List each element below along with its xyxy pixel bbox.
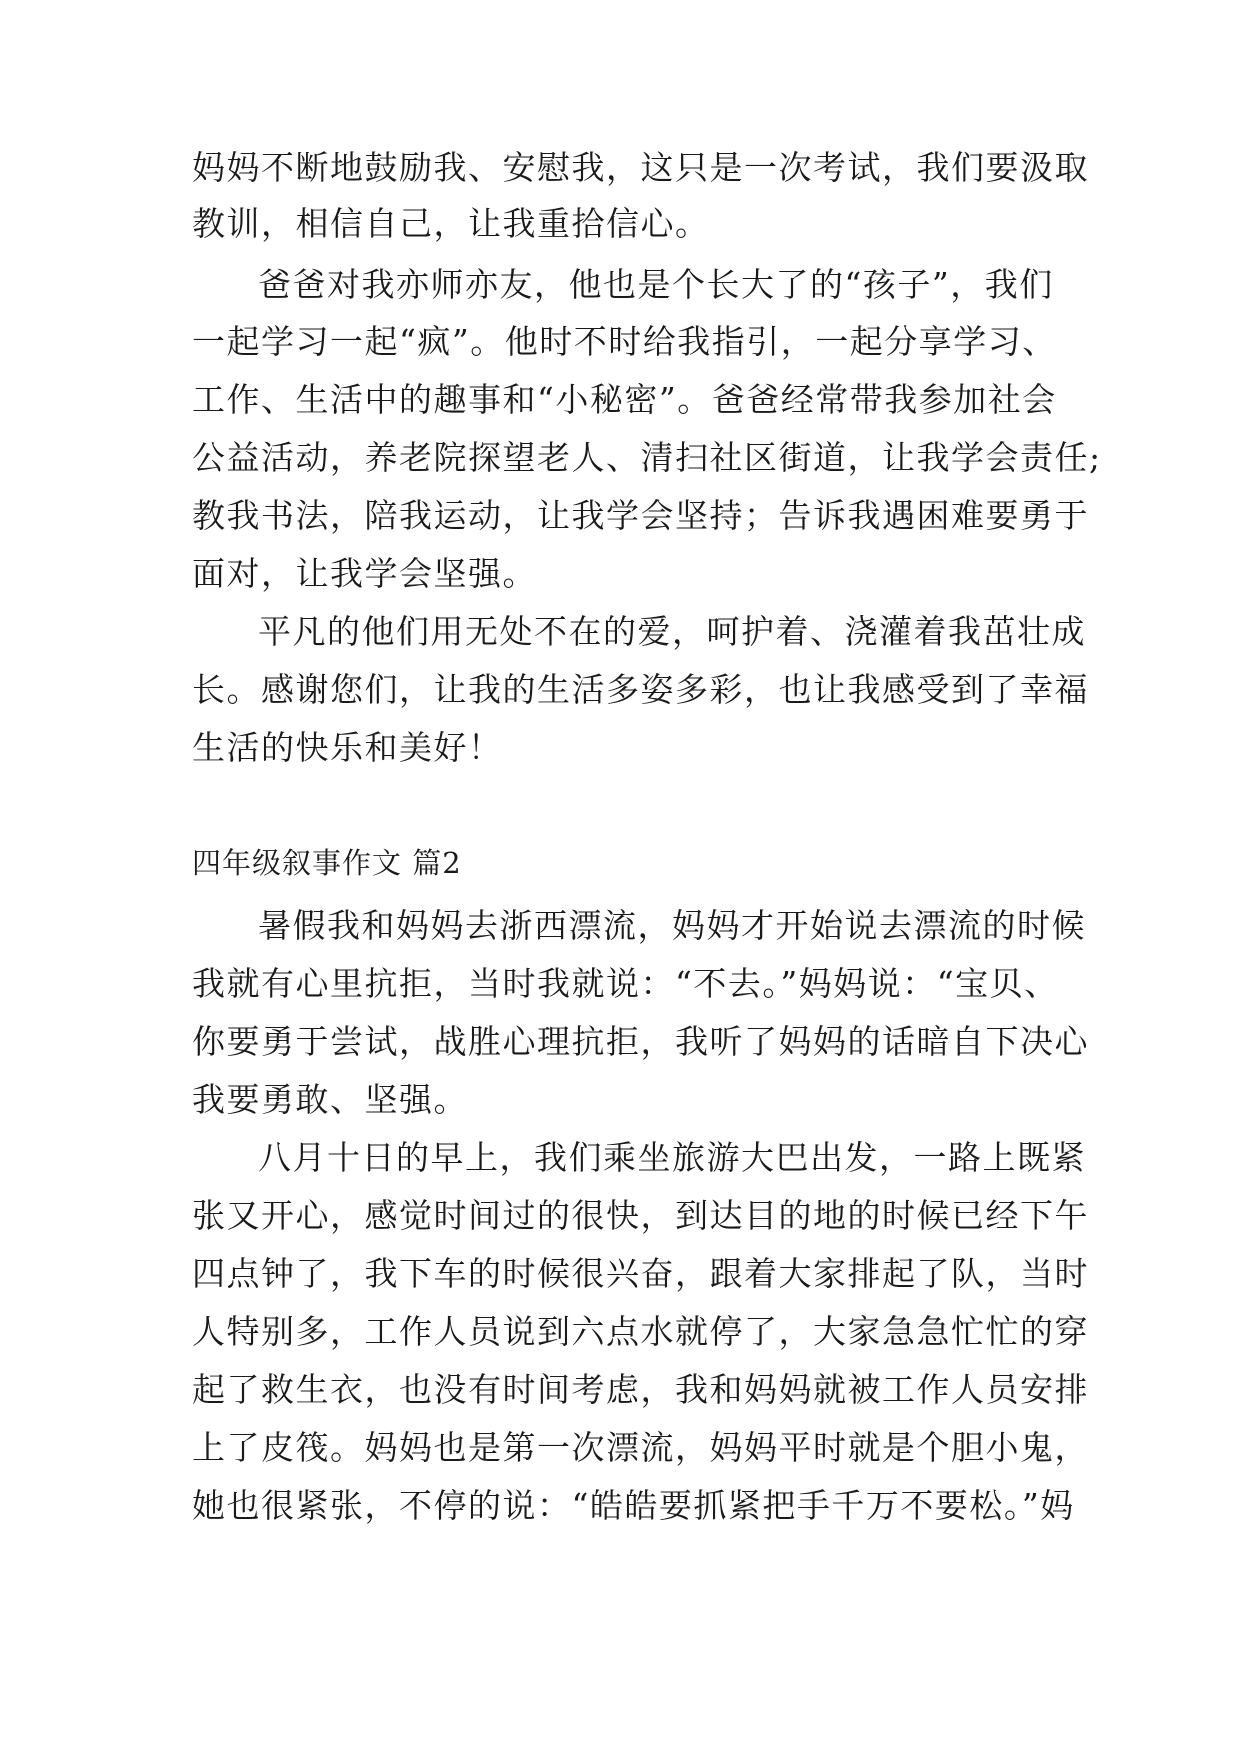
paragraph-line: 教我书法，陪我运动，让我学会坚持；告诉我遇困难要勇于 (192, 496, 1089, 535)
paragraph-line: 面对，让我学会坚强。 (192, 554, 537, 593)
paragraph-line: 我要勇敢、坚强。 (192, 1080, 468, 1119)
paragraph-line: 我就有心里抗拒，当时我就说：“不去。”妈妈说：“宝贝、 (192, 964, 1059, 1003)
paragraph-line: 一起学习一起“疯”。他时不时给我指引，一起分享学习、 (192, 322, 1057, 361)
paragraph-line: 暑假我和妈妈去浙西漂流，妈妈才开始说去漂流的时候 (258, 906, 1086, 945)
paragraph-line: 起了救生衣，也没有时间考虑，我和妈妈就被工作人员安排 (192, 1370, 1089, 1409)
paragraph-line: 人特别多，工作人员说到六点水就停了，大家急急忙忙的穿 (192, 1312, 1089, 1351)
paragraph-line: 四点钟了，我下车的时候很兴奋，跟着大家排起了队，当时 (192, 1254, 1089, 1293)
paragraph-line: 平凡的他们用无处不在的爱，呵护着、浇灌着我茁壮成 (258, 612, 1086, 651)
paragraph-line: 张又开心，感觉时间过的很快，到达目的地的时候已经下午 (192, 1196, 1089, 1235)
section-heading: 四年级叙事作文 篇2 (192, 846, 462, 880)
paragraph-line: 工作、生活中的趣事和“小秘密”。爸爸经常带我参加社会 (192, 380, 1057, 419)
paragraph-line: 教训，相信自己，让我重拾信心。 (192, 204, 710, 243)
paragraph-line: 长。感谢您们，让我的生活多姿多彩，也让我感受到了幸福 (192, 670, 1089, 709)
paragraph-line: 妈妈不断地鼓励我、安慰我，这只是一次考试，我们要汲取 (192, 148, 1089, 187)
paragraph-line: 爸爸对我亦师亦友，他也是个长大了的“孩子”，我们 (258, 265, 1054, 304)
paragraph-line: 上了皮筏。妈妈也是第一次漂流，妈妈平时就是个胆小鬼， (192, 1428, 1089, 1467)
paragraph-line: 八月十日的早上，我们乘坐旅游大巴出发，一路上既紧 (258, 1138, 1086, 1177)
paragraph-line: 你要勇于尝试，战胜心理抗拒，我听了妈妈的话暗自下决心 (192, 1022, 1089, 1061)
paragraph-line: 公益活动，养老院探望老人、清扫社区街道，让我学会责任; (192, 438, 1102, 477)
paragraph-line: 生活的快乐和美好！ (192, 728, 503, 767)
paragraph-line: 她也很紧张，不停的说：“皓皓要抓紧把手千万不要松。”妈 (192, 1486, 1075, 1525)
